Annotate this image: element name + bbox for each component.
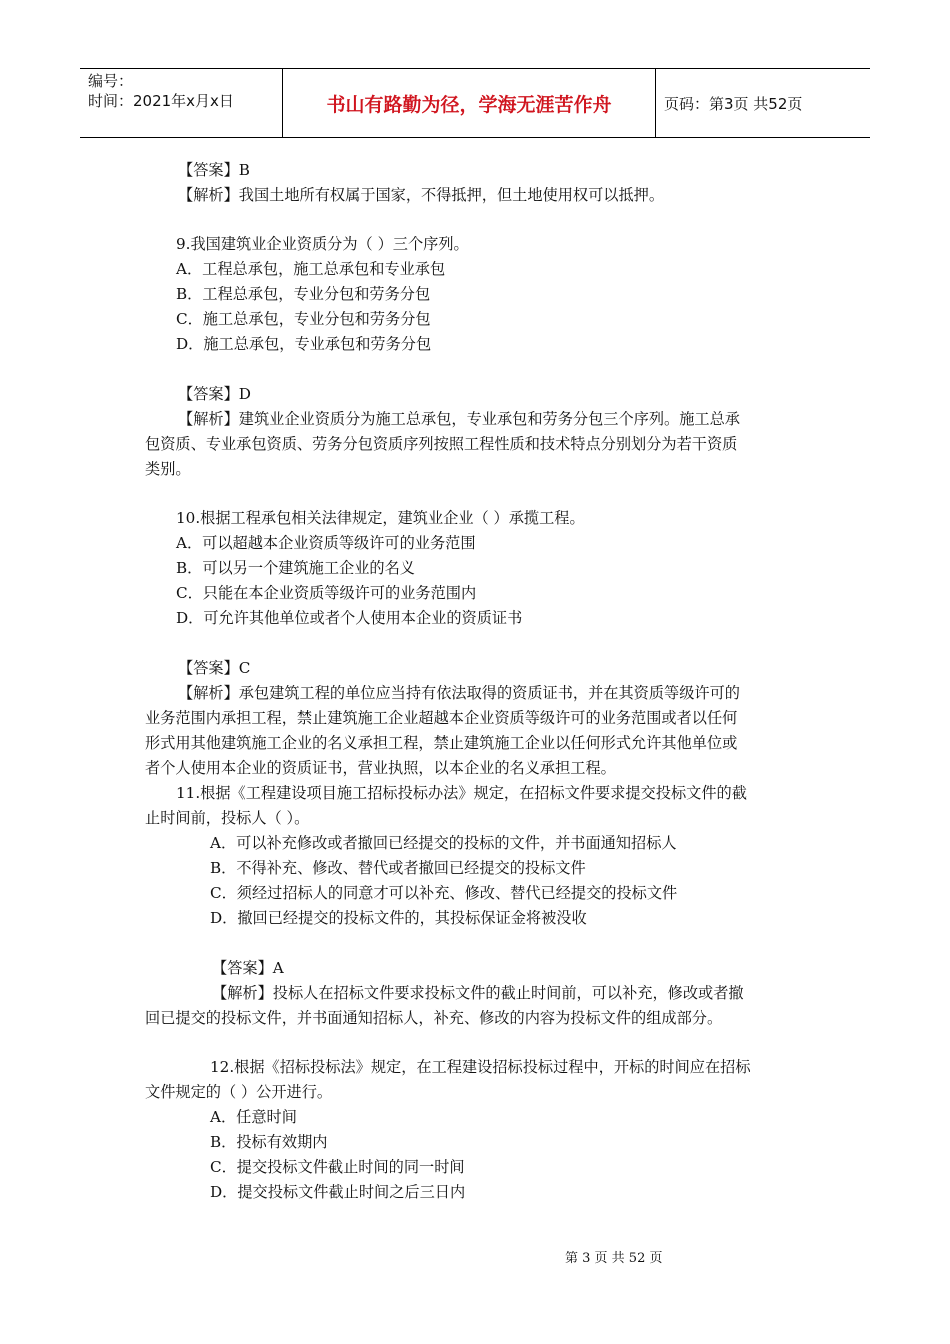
answer-line: 【答案】B [178, 161, 250, 179]
header-divider [655, 69, 656, 137]
question-line: 文件规定的（ ）公开进行。 [145, 1083, 333, 1101]
option-line: D．撤回已经提交的投标文件的，其投标保证金将被没收 [210, 909, 587, 927]
explanation-line: 包资质、专业承包资质、劳务分包资质序列按照工程性质和技术特点分别划分为若干资质 [145, 435, 738, 453]
question-line: 止时间前，投标人（ ）。 [145, 809, 310, 827]
explanation-line: 【解析】我国土地所有权属于国家，不得抵押，但土地使用权可以抵押。 [178, 186, 664, 204]
explanation-line: 业务范围内承担工程，禁止建筑施工企业超越本企业资质等级许可的业务范围或者以任何 [145, 709, 738, 727]
page-footer: 第 3 页 共 52 页 [565, 1251, 663, 1266]
header-page-info: 页码：第3页 共52页 [664, 95, 803, 113]
option-line: D．施工总承包，专业承包和劳务分包 [176, 335, 432, 353]
option-line: C．只能在本企业资质等级许可的业务范围内 [176, 584, 477, 602]
option-line: B．不得补充、修改、替代或者撤回已经提交的投标文件 [210, 859, 586, 877]
option-line: C．提交投标文件截止时间的同一时间 [210, 1158, 465, 1176]
explanation-line: 【解析】投标人在招标文件要求投标文件的截止时间前，可以补充，修改或者撤 [212, 984, 744, 1002]
option-line: B．投标有效期内 [210, 1133, 328, 1151]
question-line: 10.根据工程承包相关法律规定，建筑业企业（ ）承揽工程。 [176, 509, 585, 527]
serial-label: 编号： [88, 72, 134, 90]
question-line: 12.根据《招标投标法》规定，在工程建设招标投标过程中，开标的时间应在招标 [210, 1058, 751, 1076]
option-line: C．施工总承包，专业分包和劳务分包 [176, 310, 431, 328]
question-line: 9.我国建筑业企业资质分为（ ）三个序列。 [176, 235, 469, 253]
explanation-line: 回已提交的投标文件，并书面通知招标人，补充、修改的内容为投标文件的组成部分。 [145, 1009, 723, 1027]
answer-line: 【答案】C [178, 659, 251, 677]
explanation-line: 【解析】建筑业企业资质分为施工总承包，专业承包和劳务分包三个序列。施工总承 [178, 410, 740, 428]
header-motto: 书山有路勤为径，学海无涯苦作舟 [326, 93, 612, 116]
question-line: 11.根据《工程建设项目施工招标投标办法》规定，在招标文件要求提交投标文件的截 [176, 784, 747, 802]
option-line: B．可以另一个建筑施工企业的名义 [176, 559, 415, 577]
page-header [80, 68, 870, 138]
option-line: C．须经过招标人的同意才可以补充、修改、替代已经提交的投标文件 [210, 884, 678, 902]
option-line: A．可以超越本企业资质等级许可的业务范围 [176, 534, 476, 552]
header-meta [88, 71, 234, 111]
explanation-line: 形式用其他建筑施工企业的名义承担工程，禁止建筑施工企业以任何形式允许其他单位或 [145, 734, 738, 752]
option-line: B．工程总承包，专业分包和劳务分包 [176, 285, 431, 303]
answer-line: 【答案】A [212, 959, 284, 977]
option-line: A．工程总承包，施工总承包和专业承包 [176, 260, 446, 278]
answer-line: 【答案】D [178, 385, 251, 403]
option-line: D．提交投标文件截止时间之后三日内 [210, 1183, 466, 1201]
option-line: D．可允许其他单位或者个人使用本企业的资质证书 [176, 609, 523, 627]
explanation-line: 者个人使用本企业的资质证书，营业执照，以本企业的名义承担工程。 [145, 759, 616, 777]
option-line: A．任意时间 [210, 1108, 297, 1126]
time-label: 时间：2021年x月x日 [88, 92, 234, 110]
explanation-line: 类别。 [145, 460, 191, 478]
explanation-line: 【解析】承包建筑工程的单位应当持有依法取得的资质证书，并在其资质等级许可的 [178, 684, 740, 702]
option-line: A．可以补充修改或者撤回已经提交的投标的文件，并书面通知招标人 [210, 834, 677, 852]
